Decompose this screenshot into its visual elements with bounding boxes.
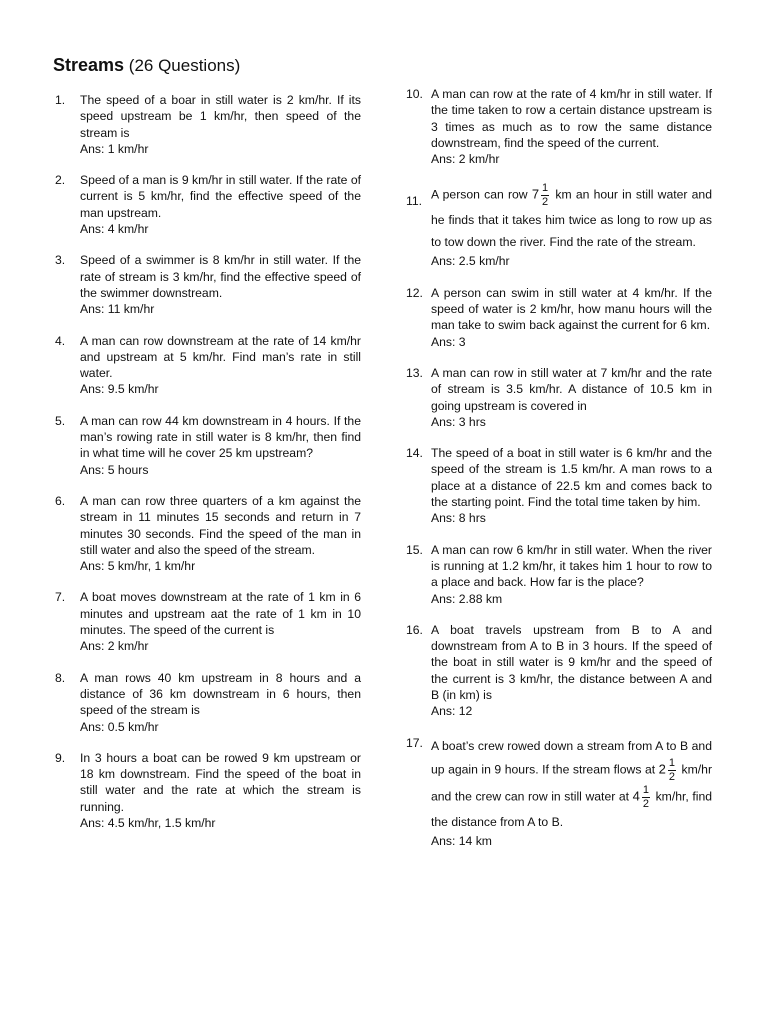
question-text-part: km/hr and the crew can row in still water at <box>431 762 712 804</box>
mixed-number-whole: 2 <box>658 761 666 777</box>
question-item <box>55 493 361 574</box>
answer-text: Ans: 9.5 km/hr <box>80 382 159 397</box>
answer-text: Ans: 2 km/hr <box>431 152 500 167</box>
question-text: A man can row 6 km/hr in still water. When the river is running at 1.2 km/hr, it takes him 1 hour to row to a place and back. How far is the place? <box>431 542 712 590</box>
question-text: A man can row 44 km downstream in 4 hours. If the man’s rowing rate in still water is 8 km/hr, then find in what time will he cover 25 km upstream? <box>80 413 361 461</box>
question-text: A person can swim in still water at 4 km/hr. If the speed of water is 2 km/hr, how manu hours will the man take to swim back against the current for 6 km. <box>431 285 712 333</box>
question-item <box>406 622 712 720</box>
question-text <box>431 182 712 253</box>
left-column <box>55 92 361 846</box>
answer-text: Ans: 3 <box>431 334 466 349</box>
answer-text: Ans: 5 km/hr, 1 km/hr <box>80 559 196 574</box>
question-item <box>406 542 712 607</box>
fraction-denominator: 2 <box>642 797 649 810</box>
question-item <box>55 670 361 735</box>
answer-text: Ans: 14 km <box>431 833 492 848</box>
question-text-part: A person can row <box>431 188 528 203</box>
answer-text: Ans: 2.88 km <box>431 591 503 606</box>
fraction <box>541 182 549 209</box>
question-number: 3. <box>55 253 66 268</box>
answer-text: Ans: 11 km/hr <box>80 302 155 317</box>
question-item <box>406 285 712 350</box>
question-item <box>406 365 712 430</box>
question-number: 10. <box>406 87 423 101</box>
question-number: 9. <box>55 750 66 765</box>
question-item <box>55 92 361 157</box>
fraction <box>642 784 650 811</box>
fraction-denominator: 2 <box>542 196 549 209</box>
question-count: (26 Questions) <box>128 56 241 75</box>
question-number: 2. <box>55 173 66 188</box>
question-item <box>406 445 712 526</box>
question-number: 11. <box>406 194 423 209</box>
question-text-part: km/hr, find the distance from A to B. <box>431 789 712 829</box>
question-item <box>406 182 712 269</box>
question-text: Speed of a man is 9 km/hr in still water. If the rate of current is 5 km/hr, find the effective speed of the man upstream. <box>80 173 361 220</box>
question-text-part: A boat’s crew rowed down a stream from A to B and up again in 9 hours. If the stream flows at <box>431 738 712 777</box>
question-text: A boat travels upstream from B to A and downstream from A to B in 3 hours. If the speed of the boat in still water is 9 km/hr and the speed of the current is 3 km/hr, the distance between A and B (in km) is <box>431 622 712 703</box>
answer-text: Ans: 3 hrs <box>431 414 486 429</box>
question-item <box>55 589 361 654</box>
question-text <box>431 735 712 833</box>
fraction-denominator: 2 <box>668 770 675 783</box>
question-number: 17. <box>406 735 423 750</box>
answer-text: Ans: 1 km/hr <box>80 141 149 156</box>
question-item <box>55 333 361 398</box>
answer-text: Ans: 0.5 km/hr <box>80 719 159 734</box>
question-item <box>55 172 361 237</box>
question-text: A boat moves downstream at the rate of 1 km in 6 minutes and upstream aat the rate of 1 km in 10 minutes. The speed of the current is <box>80 590 361 638</box>
fraction-numerator: 1 <box>642 783 649 796</box>
mixed-number-whole: 7 <box>531 187 540 203</box>
question-number: 16. <box>406 622 423 637</box>
answer-text: Ans: 5 hours <box>80 462 149 477</box>
fraction-numerator: 1 <box>668 756 675 769</box>
question-text: The speed of a boat in still water is 6 km/hr and the speed of the stream is 1.5 km/hr. A man rows to a place at a distance of 22.5 km and comes back to the starting point. Find the total time taken by him. <box>431 446 712 510</box>
question-text: A man can row at the rate of 4 km/hr in still water. If the time taken to row a certain distance upstream is 3 times as much as to row the same distance downstream, find the speed of the current. <box>431 87 712 150</box>
answer-text: Ans: 8 hrs <box>431 511 486 526</box>
question-number: 15. <box>406 542 423 557</box>
question-text-part: km an hour in still water and he finds that it takes him twice as long to row up as to tow down the river. Find the rate of the stream. <box>431 188 712 250</box>
answer-text: Ans: 2.5 km/hr <box>431 254 510 269</box>
question-number: 7. <box>55 590 66 605</box>
question-text: In 3 hours a boat can be rowed 9 km upstream or 18 km downstream. Find the speed of the boat in still water and the rate at which the stream is running. <box>80 750 361 814</box>
question-text: A man can row in still water at 7 km/hr and the rate of stream is 3.5 km/hr. A distance of 10.5 km in going upstream is covered in <box>431 365 712 413</box>
question-number: 13. <box>406 365 423 380</box>
question-number: 1. <box>55 93 66 107</box>
question-item <box>55 413 361 478</box>
question-number: 5. <box>55 413 66 428</box>
question-number: 8. <box>55 670 66 685</box>
question-item <box>55 252 361 317</box>
answer-text: Ans: 4.5 km/hr, 1.5 km/hr <box>80 815 216 830</box>
question-item <box>55 750 361 831</box>
question-text: A man rows 40 km upstream in 8 hours and a distance of 36 km downstream in 6 hours, then speed of the stream is <box>80 670 361 718</box>
question-text: Speed of a swimmer is 8 km/hr in still water. If the rate of stream is 3 km/hr, find the effective speed of the swimmer downstream. <box>80 253 361 300</box>
question-number: 6. <box>55 493 66 508</box>
mixed-number-whole: 4 <box>632 788 640 804</box>
question-number: 14. <box>406 446 423 461</box>
answer-text: Ans: 4 km/hr <box>80 222 149 237</box>
answer-text: Ans: 2 km/hr <box>80 639 149 654</box>
answer-text: Ans: 12 <box>431 704 473 719</box>
fraction <box>668 757 676 784</box>
fraction-numerator: 1 <box>542 182 549 195</box>
question-number: 12. <box>406 285 423 300</box>
question-item <box>406 86 712 167</box>
question-item <box>406 735 712 849</box>
document-heading <box>53 55 240 76</box>
question-text: The speed of a boar in still water is 2 km/hr. If its speed upstream be 1 km/hr, then speed of the stream is <box>80 93 361 140</box>
page-title: Streams <box>53 55 125 75</box>
right-column <box>406 86 712 864</box>
question-number: 4. <box>55 333 66 348</box>
question-text: A man can row three quarters of a km against the stream in 11 minutes 15 seconds and return in 7 minutes 30 seconds. Find the speed of the man in still water and also the speed of the stream. <box>80 493 361 557</box>
question-text: A man can row downstream at the rate of 14 km/hr and upstream at 5 km/hr. Find man’s rate in still water. <box>80 333 361 381</box>
